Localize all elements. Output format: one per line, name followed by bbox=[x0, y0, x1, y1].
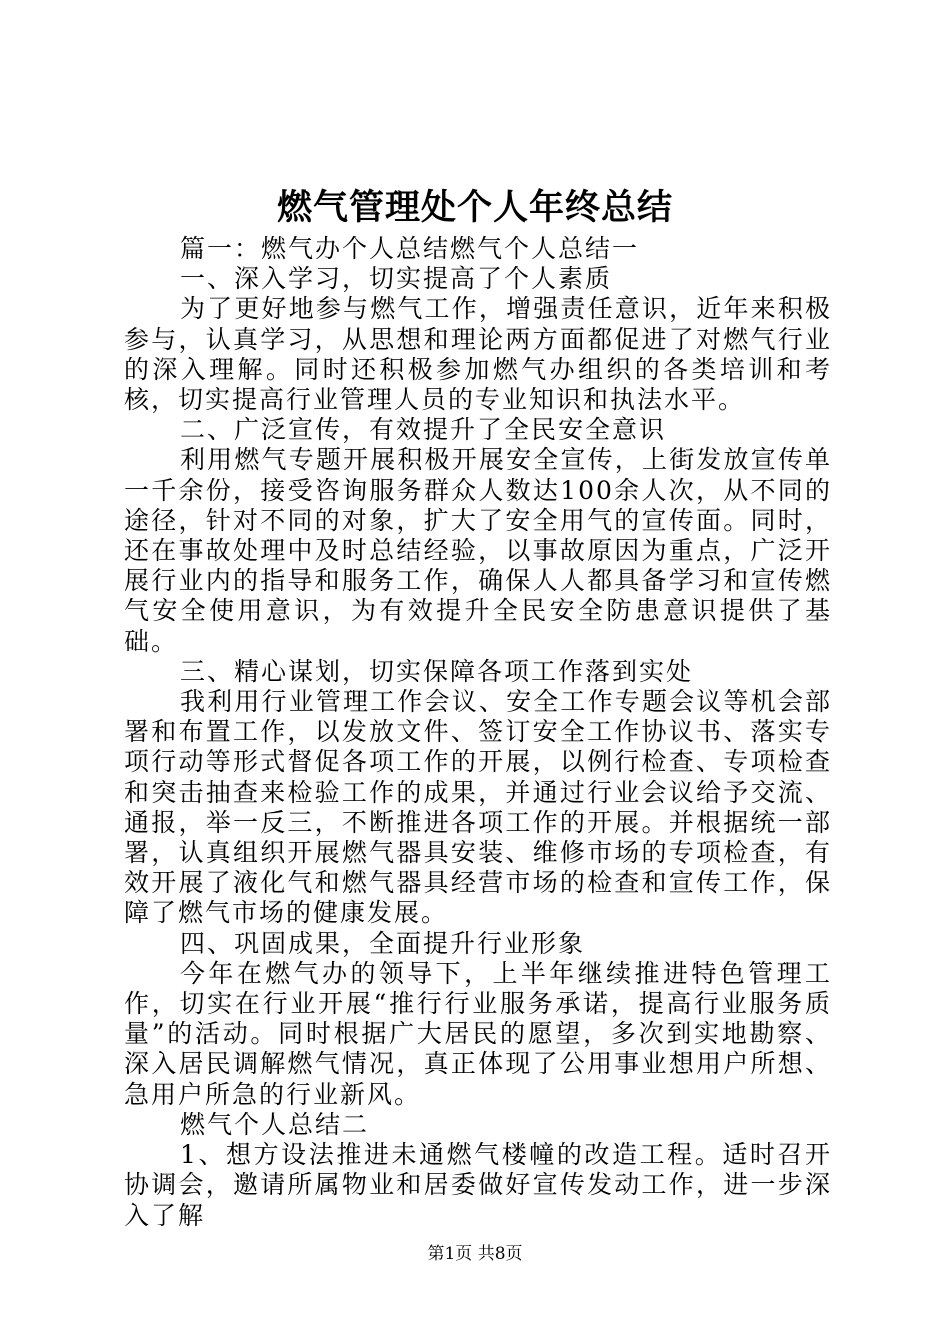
body-paragraph: 1、想方设法推进未通燃气楼幢的改造工程。适时召开协调会，邀请所属物业和居委做好宣传发动工作，进一步深入了解 bbox=[124, 1140, 832, 1230]
subsection-heading: 四、巩固成果，全面提升行业形象 bbox=[180, 928, 586, 958]
subsection-heading: 三、精心谋划，切实保障各项工作落到实处 bbox=[180, 656, 694, 686]
body-paragraph: 我利用行业管理工作会议、安全工作专题会议等机会部署和布置工作，以发放文件、签订安全工作协议书、落实专项行动等形式督促各项工作的开展，以例行检查、专项检查和突击抽查来检验工作的成果，并通过行业会议给予交流、通报，举一反三，不断推进各项工作的开展。并根据统一部署，认真组织开展燃气器具安装、维修市场的专项检查，有效开展了液化气和燃气器具经营市场的检查和宣传工作，保障了燃气市场的健康发展。 bbox=[124, 687, 832, 928]
body-paragraph: 为了更好地参与燃气工作，增强责任意识，近年来积极参与，认真学习，从思想和理论两方面都促进了对燃气行业的深入理解。同时还积极参加燃气办组织的各类培训和考核，切实提高行业管理人员的专业知识和执法水平。 bbox=[124, 294, 832, 415]
subsection-heading: 一、深入学习，切实提高了个人素质 bbox=[180, 264, 613, 294]
body-paragraph: 利用燃气专题开展积极开展安全宣传，上街发放宣传单一千余份，接受咨询服务群众人数达100余人次，从不同的途径，针对不同的对象，扩大了安全用气的宣传面。同时，还在事故处理中及时总结经验，以事故原因为重点，广泛开展行业内的指导和服务工作，确保人人都具备学习和宣传燃气安全使用意识，为有效提升全民安全防患意识提供了基础。 bbox=[124, 445, 832, 656]
section-heading: 燃气个人总结二 bbox=[180, 1109, 370, 1139]
body-paragraph: 今年在燃气办的领导下，上半年继续推进特色管理工作，切实在行业开展“推行行业服务承诺，提高行业服务质量”的活动。同时根据广大居民的愿望，多次到实地勘察、深入居民调解燃气情况，真正体现了公用事业想用户所想、急用户所急的行业新风。 bbox=[124, 958, 832, 1109]
document-title: 燃气管理处个人年终总结 bbox=[276, 187, 673, 228]
subsection-heading: 二、广泛宣传，有效提升了全民安全意识 bbox=[180, 415, 667, 445]
section-heading: 篇一：燃气办个人总结燃气个人总结一 bbox=[180, 234, 640, 263]
document-body bbox=[124, 234, 832, 1231]
page-number-footer: 第1页 共8页 bbox=[427, 1244, 523, 1264]
